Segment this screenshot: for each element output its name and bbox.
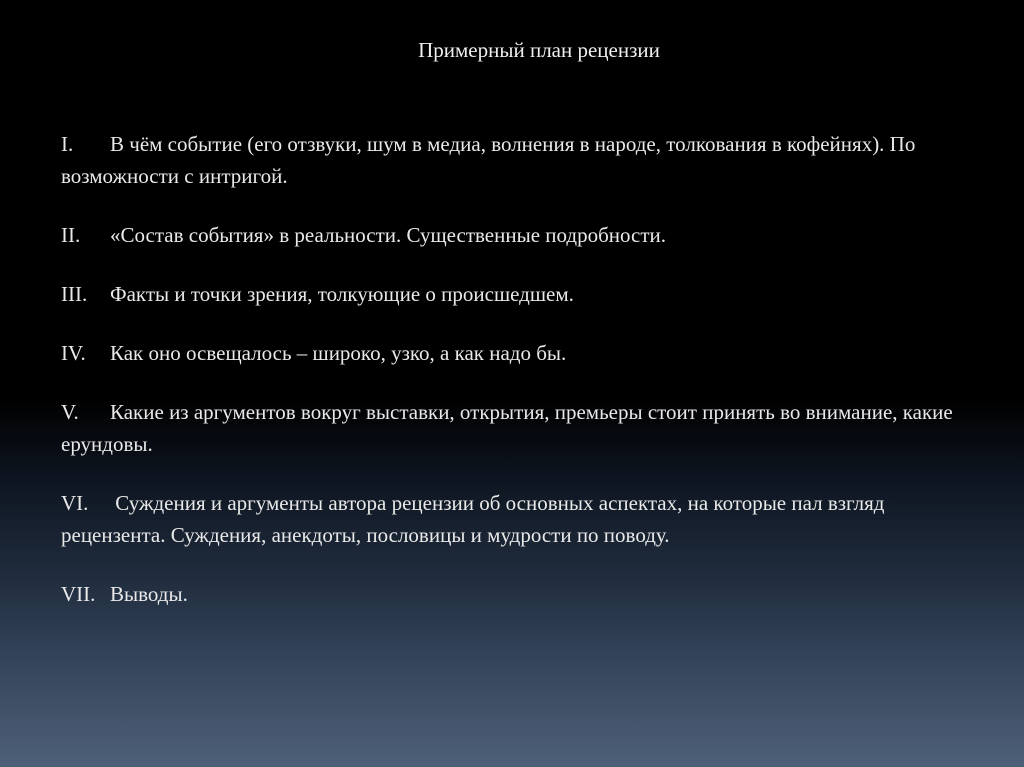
item-text: «Состав события» в реальности. Существенные подробности. bbox=[110, 223, 667, 247]
item-number: I. bbox=[61, 132, 74, 156]
item-text: Выводы. bbox=[110, 582, 188, 606]
item-number: III. bbox=[61, 282, 88, 306]
list-item bbox=[61, 578, 991, 610]
list-item bbox=[61, 219, 991, 251]
item-text: Факты и точки зрения, толкующие о происшедшем. bbox=[110, 282, 574, 306]
item-number: II. bbox=[61, 223, 81, 247]
item-text: Как оно освещалось – широко, узко, а как надо бы. bbox=[110, 341, 567, 365]
item-number: VII. bbox=[61, 582, 96, 606]
list-item bbox=[61, 396, 991, 460]
item-number: V. bbox=[61, 400, 79, 424]
item-number: IV. bbox=[61, 341, 86, 365]
item-text: Суждения и аргументы автора рецензии об основных аспектах, на которые пал взгляд рецензента. Суждения, анекдоты, пословицы и мудрости по поводу. bbox=[61, 491, 885, 547]
list-item bbox=[61, 128, 991, 192]
list-item bbox=[61, 337, 991, 369]
list-item bbox=[61, 487, 991, 551]
item-text: Какие из аргументов вокруг выставки, открытия, премьеры стоит принять во внимание, какие ерундовы. bbox=[61, 400, 953, 456]
slide-title: Примерный план рецензии bbox=[418, 38, 660, 62]
list-item bbox=[61, 278, 991, 310]
review-plan-list bbox=[61, 128, 991, 637]
item-number: VI. bbox=[61, 491, 89, 515]
item-text: В чём событие (его отзвуки, шум в медиа, волнения в народе, толкования в кофейнях). По возможности с интригой. bbox=[61, 132, 916, 188]
